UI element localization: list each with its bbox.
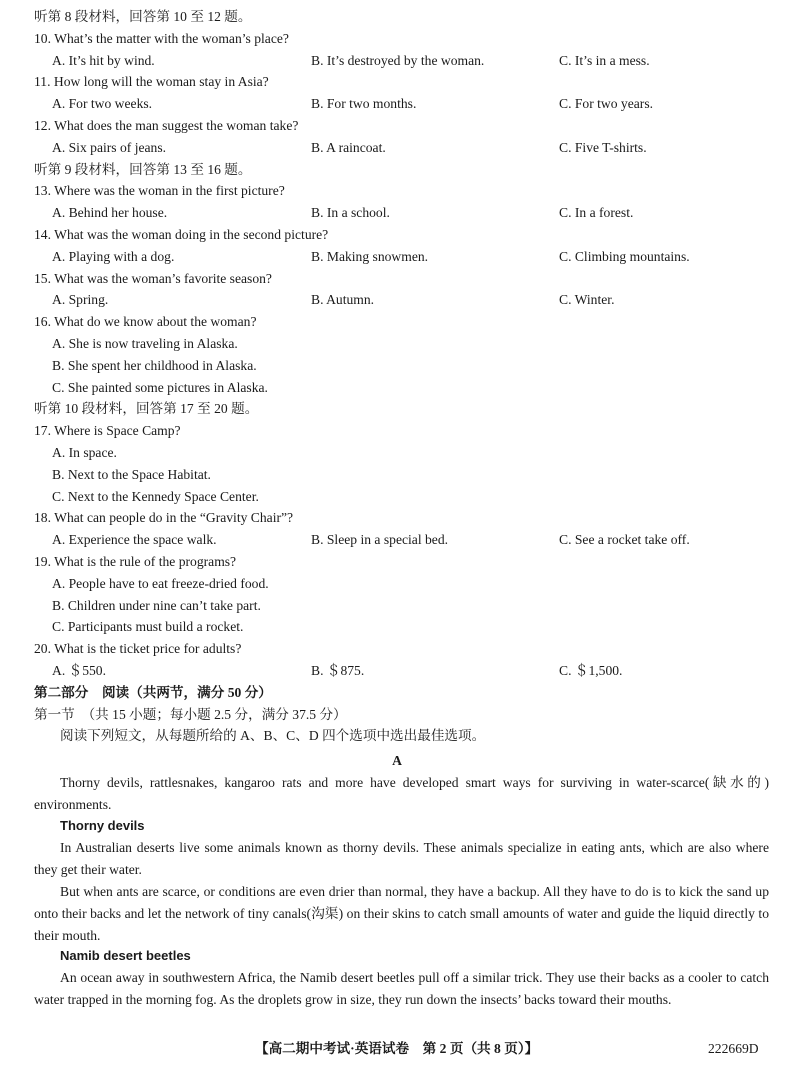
answer-option-a: A. Playing with a dog.: [52, 248, 175, 264]
answer-option: A. She is now traveling in Alaska.: [52, 336, 238, 351]
answer-option-c: C. Winter.: [559, 292, 615, 308]
answer-option-c: C. Climbing mountains.: [559, 248, 690, 264]
answer-option-c: C. For two years.: [559, 96, 654, 112]
answer-option-b: B. For two months.: [311, 96, 417, 112]
answer-option-b: B. It’s destroyed by the woman.: [311, 52, 485, 68]
answer-option-b: B. Sleep in a special bed.: [311, 532, 449, 548]
question-text: 12. What does the man suggest the woman take?: [34, 118, 299, 133]
answer-option: A. In space.: [52, 445, 117, 460]
question-text: 13. Where was the woman in the first picture?: [34, 183, 285, 199]
answer-option-c: C. In a forest.: [559, 205, 634, 221]
question-text: 11. How long will the woman stay in Asia?: [34, 74, 269, 90]
section-heading: 听第 8 段材料，回答第 10 至 12 题。: [34, 9, 252, 24]
answer-option-a: A. ＄550.: [52, 663, 106, 678]
question-text: 20. What is the ticket price for adults?: [34, 641, 242, 657]
question-text: 19. What is the rule of the programs?: [34, 554, 237, 569]
question-text: 18. What can people do in the “Gravity Chair”?: [34, 510, 294, 526]
answer-option-b: B. Autumn.: [311, 292, 375, 308]
passage-label: A: [392, 753, 402, 768]
passage-subheading: Namib desert beetles: [60, 948, 191, 963]
answer-option: C. She painted some pictures in Alaska.: [52, 379, 268, 395]
answer-option: B. Next to the Space Habitat.: [52, 466, 211, 482]
answer-option: B. Children under nine can’t take part.: [52, 597, 261, 613]
answer-option: A. People have to eat freeze-dried food.: [52, 575, 269, 591]
answer-option-a: A. Six pairs of jeans.: [52, 139, 167, 155]
question-text: 15. What was the woman’s favorite season?: [34, 270, 272, 286]
section-heading: 听第 9 段材料，回答第 13 至 16 题。: [34, 161, 252, 177]
answer-option-a: A. Spring.: [52, 292, 109, 308]
answer-option-a: A. Experience the space walk.: [52, 532, 217, 548]
answer-option-a: A. Behind her house.: [52, 205, 168, 221]
section-heading: 阅读下列短文，从每题所给的 A、B、C、D 四个选项中选出最佳选项。: [60, 728, 486, 744]
answer-option: C. Next to the Kennedy Space Center.: [52, 488, 259, 504]
answer-option-b: B. In a school.: [311, 205, 390, 221]
section-heading: 听第 10 段材料，回答第 17 至 20 题。: [34, 401, 259, 417]
question-text: 16. What do we know about the woman?: [34, 314, 257, 330]
section-heading: 第二部分 阅读（共两节，满分 50 分）: [34, 684, 272, 700]
answer-option-a: A. For two weeks.: [52, 96, 153, 112]
question-text: 14. What was the woman doing in the second picture?: [34, 227, 329, 242]
passage-paragraph: In Australian deserts live some animals known as thorny devils. These animals specialize in eating ants, which are also where they get their water.: [34, 840, 769, 877]
passage-paragraph: But when ants are scarce, or conditions are even drier than normal, they have a backup. All they have to do is to kick the sand up onto their backs and let the network of tiny canals(沟渠) on their skins to catch small amounts of water and guide the liquid directly to their mouth.: [34, 884, 769, 943]
footer-title: 【高二期中考试·英语试卷 第 2 页（共 8 页）】: [255, 1041, 539, 1056]
answer-option: C. Participants must build a rocket.: [52, 619, 244, 635]
footer-code: 222669D: [708, 1041, 759, 1056]
passage-intro: Thorny devils, rattlesnakes, kangaroo rats and more have developed smart ways for surviving in water-scarce(缺水的) environments.: [34, 775, 769, 812]
answer-option-b: B. ＄875.: [311, 663, 365, 678]
answer-option-c: C. See a rocket take off.: [559, 532, 690, 548]
question-text: 17. Where is Space Camp?: [34, 423, 181, 439]
answer-option-c: C. Five T-shirts.: [559, 139, 647, 155]
answer-option-a: A. It’s hit by wind.: [52, 52, 155, 68]
passage-paragraph: An ocean away in southwestern Africa, the Namib desert beetles pull off a similar trick. They use their backs as a cooler to catch water trapped in the morning fog. As the droplets grow in size, they run down the insects’ backs toward their mouths.: [34, 970, 769, 1007]
answer-option-c: C. ＄1,500.: [559, 663, 623, 678]
answer-option-b: B. Making snowmen.: [311, 248, 429, 264]
answer-option-c: C. It’s in a mess.: [559, 52, 650, 68]
answer-option: B. She spent her childhood in Alaska.: [52, 357, 257, 373]
passage-subheading: Thorny devils: [60, 818, 145, 833]
question-text: 10. What’s the matter with the woman’s place?: [34, 30, 289, 46]
answer-option-b: B. A raincoat.: [311, 139, 386, 155]
section-heading: 第一节 （共 15 小题；每小题 2.5 分，满分 37.5 分）: [34, 706, 347, 722]
